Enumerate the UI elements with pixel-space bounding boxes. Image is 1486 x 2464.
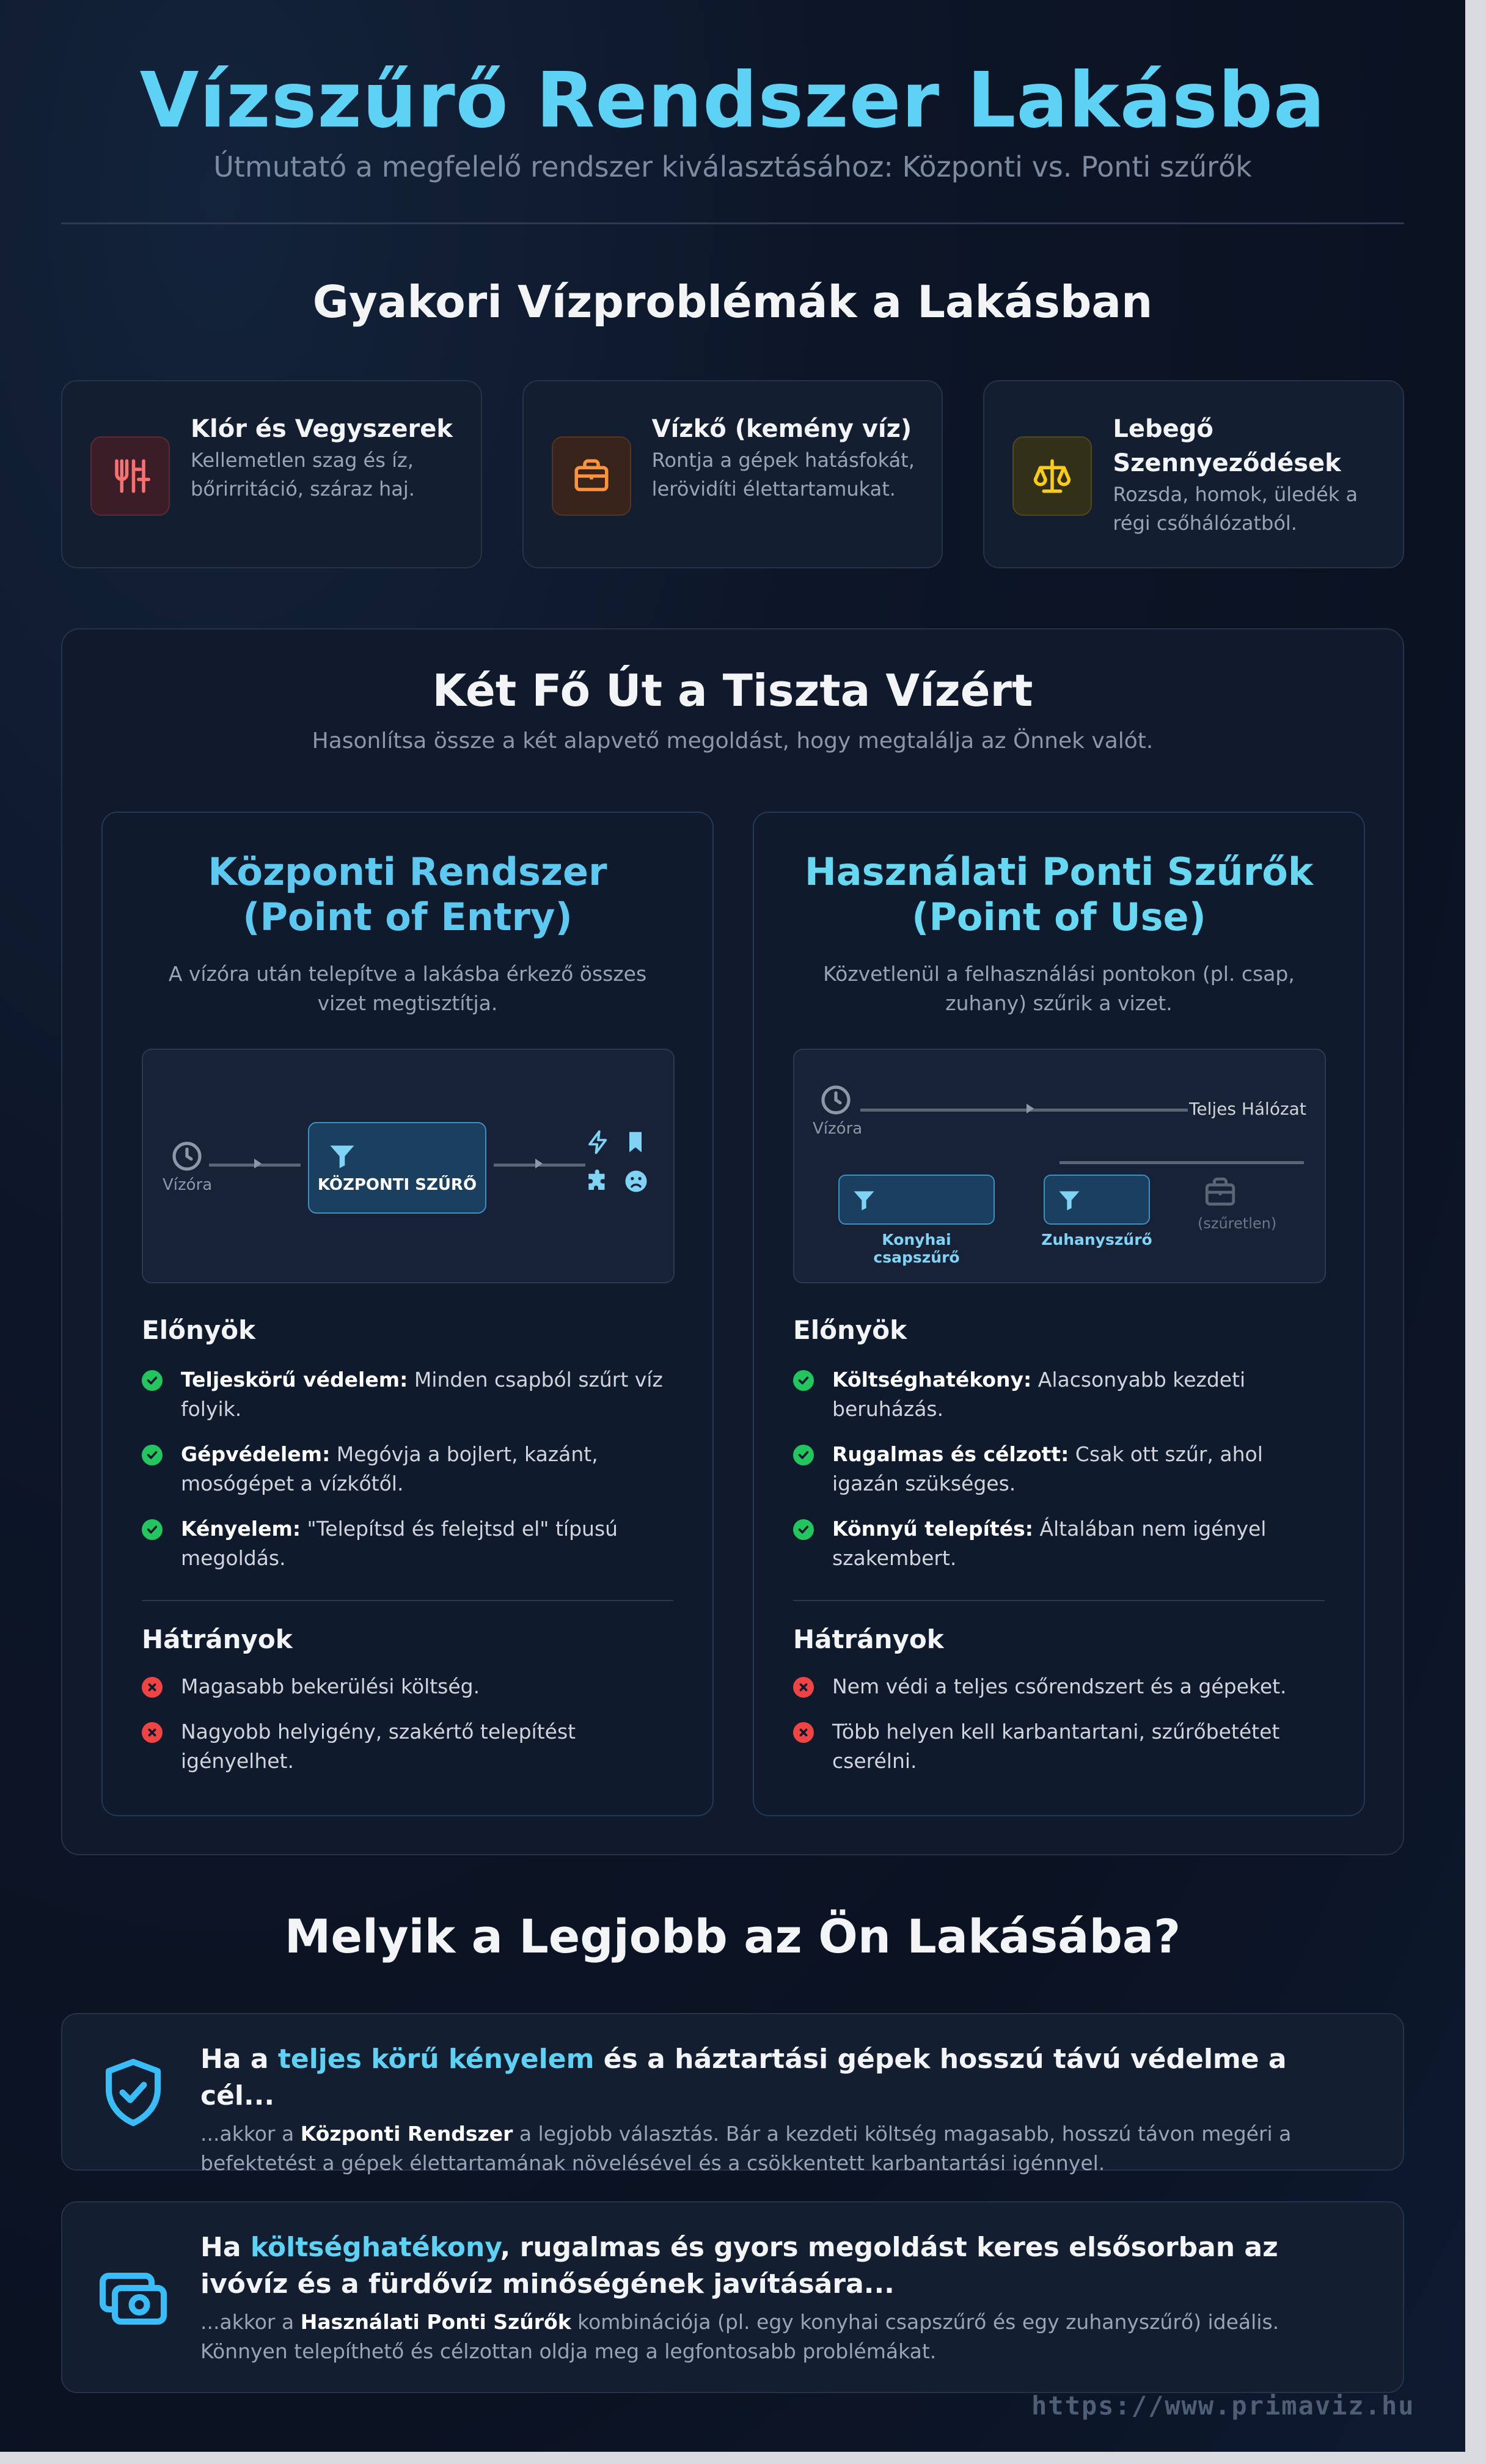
problem-card [61, 380, 482, 568]
pou-desc: Közvetlenül a felhasználási pontokon (pl. csap, zuhany) szűrik a vizet. [823, 962, 1295, 1015]
problem-card [522, 380, 943, 568]
x-icon [793, 1677, 814, 1698]
pro-bold: Költséghatékony: [832, 1368, 1032, 1392]
network-label: Teljes Hálózat [1189, 1099, 1306, 1119]
problem-desc: Kellemetlen szag és íz, bőrirritáció, száraz haj. [191, 449, 415, 501]
list-item [142, 1440, 673, 1498]
pro-text: Általában nem igényel szakembert. [832, 1517, 1267, 1570]
pro-text: "Telepítsd és felejtsd el" típusú megoldás. [181, 1517, 618, 1570]
recommendation-card [61, 2201, 1404, 2393]
list-item [793, 1440, 1325, 1498]
central-pros-list [142, 1365, 673, 1589]
problem-title: Lebegő Szennyeződések [1113, 415, 1341, 477]
con-text: Nem védi a teljes csőrendszert és a gépeket. [832, 1674, 1287, 1698]
central-system-card [101, 812, 714, 1816]
face-icon [623, 1168, 649, 1194]
list-item [793, 1672, 1325, 1701]
central-filter-label: KÖZPONTI SZŰRŐ [317, 1176, 477, 1194]
bookmark-icon [623, 1129, 648, 1155]
arrow-right-icon [533, 1157, 545, 1170]
page-subtitle: Útmutató a megfelelő rendszer kiválasztásához: Központi vs. Ponti szűrők [213, 150, 1252, 183]
problems-title: Gyakori Vízproblémák a Lakásban [312, 276, 1153, 328]
recommendation-card [61, 2013, 1404, 2175]
con-text: Nagyobb helyigény, szakértő telepítést igényelhet. [181, 1720, 576, 1773]
shower-filter-box [1044, 1175, 1150, 1225]
x-icon [142, 1677, 163, 1698]
check-icon [793, 1519, 814, 1540]
pro-text: Megóvja a bojlert, kazánt, mosógépet a vízkőtől. [181, 1442, 598, 1495]
central-title: Központi Rendszer (Point of Entry) [208, 849, 607, 939]
check-icon [142, 1445, 163, 1465]
pou-pros-list [793, 1365, 1325, 1589]
clock-icon [819, 1083, 853, 1117]
x-icon [142, 1722, 163, 1743]
pro-bold: Teljeskörű védelem: [181, 1368, 408, 1392]
briefcase-icon [552, 436, 631, 516]
rec-head-pre: Ha a [200, 2044, 278, 2075]
central-diagram [142, 1049, 675, 1283]
comparison-section [61, 628, 1404, 1855]
recommend-title: Melyik a Legjobb az Ön Lakásába? [284, 1909, 1181, 1964]
pou-title: Használati Ponti Szűrők (Point of Use) [804, 849, 1314, 939]
problem-title: Klór és Vegyszerek [191, 415, 453, 443]
rec-body-post: kombinációja (pl. egy konyhai csapszűrő és egy zuhanyszűrő) ideális. Könnyen telepíthető és célzottan oldja meg a legfontosabb problémákat. [200, 2310, 1279, 2363]
problem-desc: Rontja a gépek hatásfokát, lerövidíti élettartamukat. [651, 449, 915, 501]
central-cons-title: Hátrányok [142, 1624, 293, 1654]
rec-body-pre: ...akkor a [200, 2310, 301, 2334]
list-item [793, 1365, 1325, 1424]
kitchen-filter-box [838, 1175, 995, 1225]
con-text: Több helyen kell karbantartani, szűrőbetétet cserélni. [832, 1720, 1280, 1773]
list-item [142, 1717, 673, 1776]
pro-bold: Kényelem: [181, 1517, 301, 1541]
rec-highlight: teljes körű kényelem [277, 2044, 595, 2075]
central-cons-list [142, 1672, 673, 1792]
list-item [793, 1717, 1325, 1776]
list-item [142, 1365, 673, 1424]
divider [142, 1600, 673, 1601]
pou-diagram [793, 1049, 1326, 1283]
comparison-subtitle: Hasonlítsa össze a két alapvető megoldást, hogy megtalálja az Önnek valót. [312, 728, 1154, 754]
list-item [142, 1514, 673, 1573]
check-icon [142, 1370, 163, 1391]
pro-bold: Könnyű telepítés: [832, 1517, 1033, 1541]
unfiltered-label: (szűretlen) [1198, 1215, 1277, 1232]
shower-filter-label: Zuhanyszűrő [1041, 1231, 1152, 1248]
problem-card [983, 380, 1404, 568]
header [0, 0, 1465, 183]
pou-cons-list [793, 1672, 1325, 1792]
central-filter-box [308, 1122, 486, 1214]
list-item [142, 1672, 673, 1701]
pro-bold: Gépvédelem: [181, 1442, 331, 1466]
x-icon [793, 1722, 814, 1743]
rec-body-bold: Használati Ponti Szűrők [300, 2310, 571, 2334]
list-item [793, 1514, 1325, 1573]
pou-card [753, 812, 1365, 1816]
funnel-icon [326, 1140, 358, 1172]
pro-text: Alacsonyabb kezdeti beruházás. [832, 1368, 1246, 1421]
pou-pros-title: Előnyök [793, 1315, 907, 1345]
bolt-icon [585, 1129, 611, 1155]
rec-highlight: költséghatékony [250, 2232, 500, 2263]
arrow-right-icon [252, 1157, 264, 1170]
rec-body-pre: ...akkor a [200, 2122, 301, 2146]
meter-label: Vízóra [813, 1120, 863, 1138]
divider [793, 1600, 1325, 1601]
check-icon [142, 1519, 163, 1540]
briefcase-icon [1202, 1175, 1238, 1210]
arrow-right-icon [1024, 1102, 1036, 1115]
rec-head-post: és a háztartási gépek hosszú távú védelme a cél... [200, 2044, 1287, 2111]
problem-desc: Rozsda, homok, üledék a régi csőhálózatból. [1113, 483, 1358, 535]
central-pros-title: Előnyök [142, 1315, 256, 1345]
pro-text: Minden csapból szűrt víz folyik. [181, 1368, 663, 1421]
chemical-icon [90, 436, 170, 516]
puzzle-icon [585, 1168, 611, 1194]
check-icon [793, 1370, 814, 1391]
pipe [1060, 1161, 1304, 1164]
rec-body-post: a legjobb választás. Bár a kezdeti költség magasabb, hosszú távon megéri a befektetést a gépek élettartamának növelésével és a csökkentett karbantartási igénnyel. [200, 2122, 1292, 2175]
con-text: Magasabb bekerülési költség. [181, 1674, 480, 1698]
footer-url[interactable]: https://www.primaviz.hu [1031, 2391, 1415, 2421]
rec-head-pre: Ha [200, 2232, 251, 2263]
pro-bold: Rugalmas és célzott: [832, 1442, 1069, 1466]
problems-grid [61, 380, 1404, 568]
clock-icon [170, 1139, 204, 1173]
problem-title: Vízkő (kemény víz) [651, 415, 912, 443]
pro-text: Csak ott szűr, ahol igazán szükséges. [832, 1442, 1263, 1495]
meter-label: Vízóra [163, 1176, 213, 1194]
header-divider [61, 222, 1404, 224]
funnel-icon [1056, 1187, 1083, 1214]
central-desc: A vízóra után telepítve a lakásba érkező összes vizet megtisztítja. [168, 962, 647, 1015]
shield-check-icon [97, 2056, 170, 2129]
rec-head-post: , rugalmas és gyors megoldást keres elsősorban az ivóvíz és a fürdővíz minőségének javítására... [200, 2232, 1278, 2300]
funnel-icon [851, 1187, 877, 1214]
scale-icon [1012, 436, 1092, 516]
check-icon [793, 1445, 814, 1465]
comparison-title: Két Fő Út a Tiszta Vízért [432, 665, 1033, 716]
rec-body-bold: Központi Rendszer [300, 2122, 513, 2146]
money-icon [97, 2264, 170, 2337]
pou-cons-title: Hátrányok [793, 1624, 944, 1654]
page-title: Vízszűrő Rendszer Lakásba [139, 56, 1326, 145]
kitchen-filter-label: Konyhai csapszűrő [873, 1231, 960, 1266]
